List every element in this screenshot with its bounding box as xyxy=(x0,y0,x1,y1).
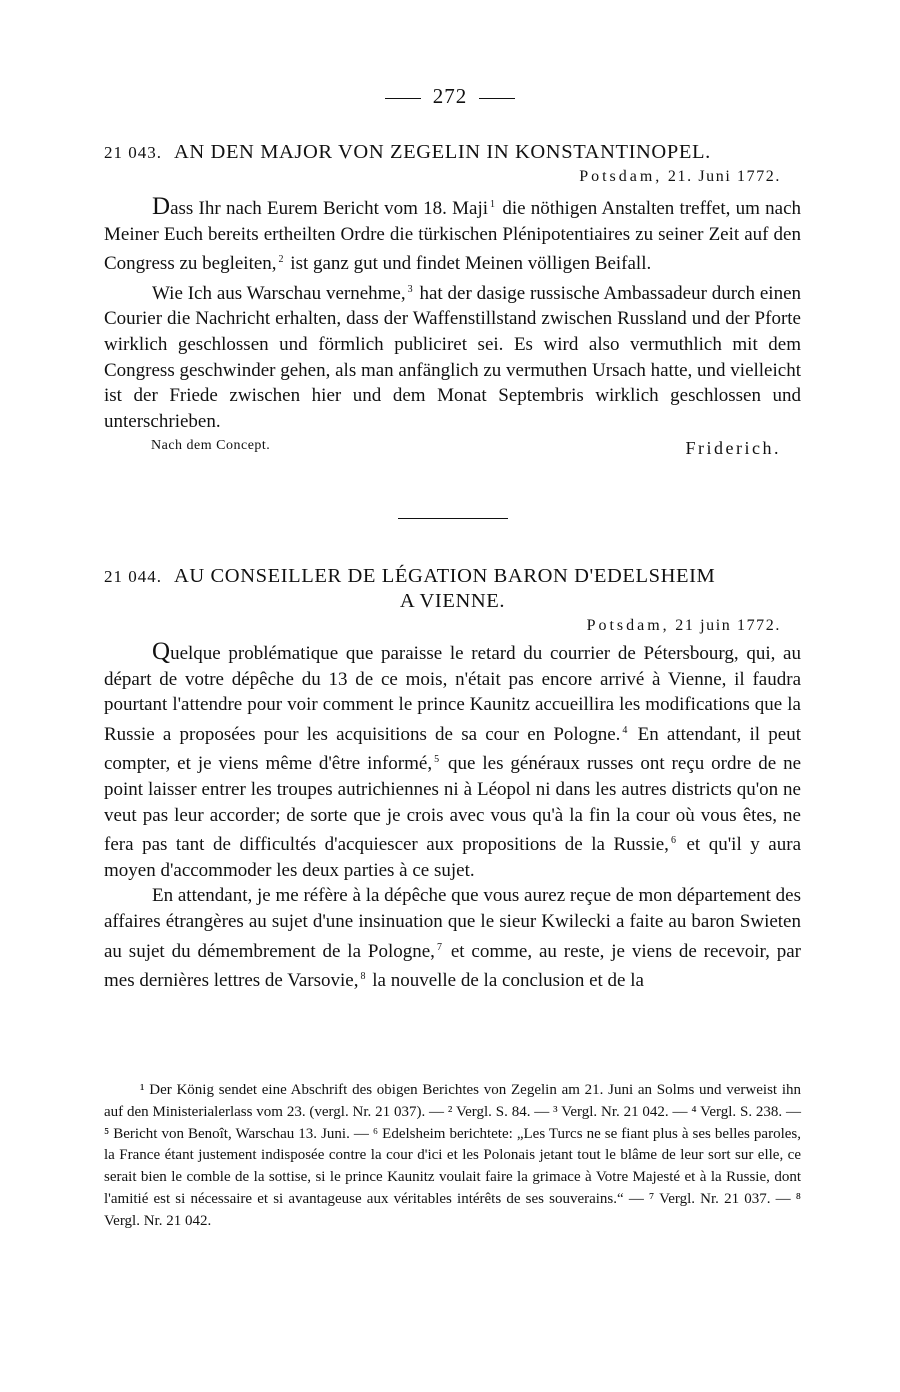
letter2-initial: Q xyxy=(152,638,171,665)
letter2-p1-text-b: En attendant, il peut compter, et je viens même d'être informé, xyxy=(104,723,802,775)
letter2-date: 21 juin 1772. xyxy=(675,617,781,634)
letter1-dateline xyxy=(104,168,801,186)
letter1-title: AN DEN MAJOR VON ZEGELIN IN KONSTANTINOPEL. xyxy=(174,141,711,163)
letter2-p1-text-d: et qu'il y aura moyen d'accommoder les deux parties à ce sujet. xyxy=(104,834,802,881)
footnote-ref-1: 1 xyxy=(490,199,496,210)
footnote-ref-6: 6 xyxy=(670,835,676,847)
footnotes xyxy=(104,1080,801,1233)
letter1-signature: Friderich. xyxy=(685,438,781,459)
letter1-paragraph-1 xyxy=(104,192,801,277)
letter2-p1-text-a: uelque problématique que paraisse le retard du courrier de Pétersbourg, qui, au départ de votre dépêche du 13 de ce mois, n'était pas encore arrivé à Vienne, il faudra pourtant l'attendre pour voir comment le prince Kaunitz accueillira les modifications que la Russie a proposées pour les acquisitions de sa cour en Pologne. xyxy=(104,643,801,745)
footnote-ref-7: 7 xyxy=(436,941,442,953)
footnote-ref-3: 3 xyxy=(407,283,413,295)
letter1-date-place: Potsdam, xyxy=(579,168,663,185)
letter2-paragraph-1 xyxy=(104,639,801,883)
letter1-initial: D xyxy=(152,193,171,220)
footnotes-text: ¹ Der König sendet eine Abschrift des obigen Berichtes von Zegelin am 21. Juni an Solms und verweist ihn auf den Ministerialerlass vom 23. (vergl. Nr. 21 037). — ² Vergl. S. 84. — ³ Vergl. Nr. 21 042. — ⁴ Vergl. S. 238. — ⁵ Bericht von Benoît, Warschau 13. Juni. — ⁶ Edelsheim berichtete: „Les Turcs ne se fiant plus à ses belles paroles, la France étant justement indisposée contre la cour d'ici et les Polonais jetant tout le blâme de leur sort sur elle, ce serait bien le comble de la sottise, si le prince Kaunitz voulait faire la grimace à Votre Majesté et à la Russie, dont l'amitié est si nécessaire et si avantageuse aux véritables intérêts de ses souverains.“ — ⁷ Vergl. Nr. 21 037. — ⁸ Vergl. Nr. 21 042. xyxy=(104,1082,801,1229)
footnote-ref-8: 8 xyxy=(360,971,366,983)
page-number-text: 272 xyxy=(432,84,468,108)
letter1-paragraph-2 xyxy=(104,277,801,435)
letter1-p2-text-a: Wie Ich aus Warschau vernehme, xyxy=(152,282,406,304)
footnote-ref-5: 5 xyxy=(434,754,440,766)
letter2-dateline xyxy=(104,617,801,635)
letter2-paragraph-2 xyxy=(104,883,801,993)
letter2-p1-text-c: que les généraux russes ont reçu ordre de ne point laisser entrer les troupes autrichiennes ni à Léopol ni dans les autres districts qu'on ne veut pas leur accorder; de sorte que je crois avec vous qu'à la fin la cour où vous êtes, ne fera pas tant de difficultés d'acquiescer aux propositions de la Russie, xyxy=(104,753,801,856)
letter2-p2-text-a: En attendant, je me réfère à la dépêche que vous aurez reçue de mon département des affaires étrangères au sujet d'une insinuation que le sieur Kwilecki a faite au baron Swieten au sujet du démembrement de la Pologne, xyxy=(104,885,801,962)
footnote-ref-4: 4 xyxy=(622,724,628,736)
page-number xyxy=(0,84,900,109)
letter2-number: 21 044. xyxy=(104,567,162,586)
letter1-number: 21 043. xyxy=(104,143,162,162)
letter1-p1-text-a: ass Ihr nach Eurem Bericht vom 18. Maji xyxy=(170,198,489,219)
section-divider xyxy=(398,518,508,519)
letter-21044 xyxy=(104,564,801,994)
page-number-dash-right xyxy=(479,98,515,99)
letter2-title-line2: A VIENNE. xyxy=(399,590,506,612)
letter1-p1-text-b: die nöthigen Anstalten treffet, um nach Meiner Euch bereits ertheilten Ordre die türkischen Plénipotentiaires zu seiner Zeit auf den Congress zu begleiten, xyxy=(104,198,801,275)
letter1-date: 21. Juni 1772. xyxy=(667,168,781,185)
letter2-title-line1: AU CONSEILLER DE LÉGATION BARON D'EDELSHEIM xyxy=(174,565,716,587)
letter2-heading xyxy=(104,564,801,614)
page-number-dash-left xyxy=(385,98,421,99)
letter2-date-place: Potsdam, xyxy=(586,617,670,634)
footnote-ref-2: 2 xyxy=(278,254,284,266)
letter1-p1-text-c: ist ganz gut und findet Meinen völligen Beifall. xyxy=(290,253,652,275)
letter1-heading xyxy=(104,140,801,165)
letter2-p2-text-b: et comme, au reste, je viens de recevoir, par mes dernières lettres de Varsovie, xyxy=(104,940,802,992)
letter1-p2-text-b: hat der dasige russische Ambassadeur durch einen Courier die Nachricht erhalten, dass der Waffenstillstand zwischen Russland und der Pforte wirklich geschlossen und förmlich publiciret sei. Es wird also vermuthlich mit dem Congress geschwinder gehen, als man anfänglich zu vermuthen Ursach hatte, und vielleicht ist der Friede zwischen hier und dem Monat Septembris wirklich geschlossen und unterschrieben. xyxy=(104,282,802,432)
letter-21043 xyxy=(104,140,801,459)
letter1-source-note: Nach dem Concept. xyxy=(151,438,271,454)
letter2-p2-text-c: la nouvelle de la conclusion et de la xyxy=(372,970,644,992)
